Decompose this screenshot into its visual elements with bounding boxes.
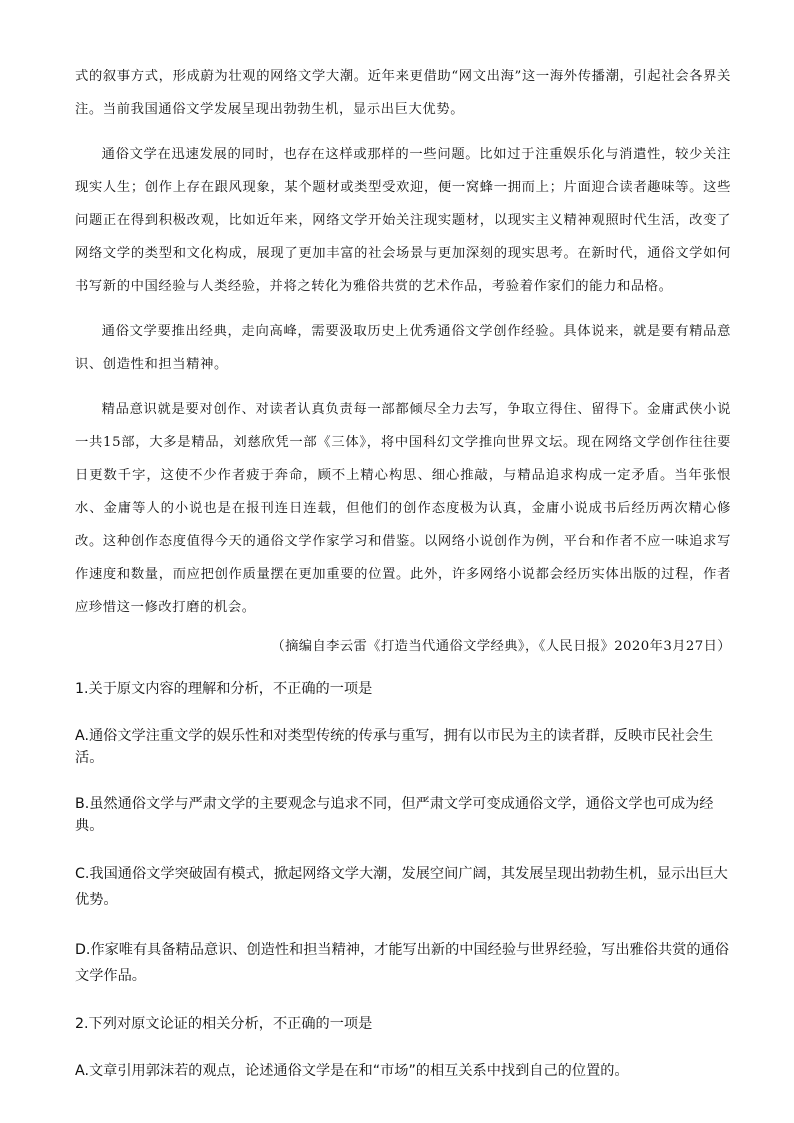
- passage: [75, 60, 731, 624]
- passage-paragraph-3: 通俗文学要推出经典，走向高峰，需要汲取历史上优秀通俗文学创作经验。具体说来，就是要有精品意识、创造性和担当精神。: [75, 324, 731, 372]
- question-1-stem: 1.关于原文内容的理解和分析，不正确的一项是: [75, 681, 373, 697]
- question-2-option-a: A.文章引用郭沫若的观点，论述通俗文学是在和“市场”的相互关系中找到自己的位置的。: [75, 1063, 629, 1079]
- passage-paragraph-2: 通俗文学在迅速发展的同时，也存在这样或那样的一些问题。比如过于注重娱乐化与消遣性，较少关注现实人生；创作上存在跟风现象，某个题材或类型受欢迎，便一窝蜂一拥而上；片面迎合读者趣味等。这些问题正在得到积极改观，比如近年来，网络文学开始关注现实题材，以现实主义精神观照时代生活，改变了网络文学的类型和文化构成，展现了更加丰富的社会场景与更加深刻的现实思考。在新时代，通俗文学如何书写新的中国经验与人类经验，并将之转化为雅俗共赏的艺术作品，考验着作家们的能力和品格。: [75, 147, 731, 294]
- passage-paragraph-1: 式的叙事方式，形成蔚为壮观的网络文学大潮。近年来更借助“网文出海”这一海外传播潮，引起社会各界关注。当前我国通俗文学发展呈现出勃勃生机，显示出巨大优势。: [75, 69, 731, 117]
- question-1-option-b: B.虽然通俗文学与严肃文学的主要观念与追求不同，但严肃文学可变成通俗文学，通俗文学也可成为经典。: [75, 796, 714, 834]
- question-1-option-c: C.我国通俗文学突破固有模式，掀起网络文学大潮，发展空间广阔，其发展呈现出勃勃生机，显示出巨大优势。: [75, 866, 728, 908]
- question-1-option-d: D.作家唯有具备精品意识、创造性和担当精神，才能写出新的中国经验与世界经验，写出雅俗共赏的通俗文学作品。: [75, 942, 729, 984]
- passage-source: （摘编自李云雷《打造当代通俗文学经典》，《人民日报》2020年3月27日）: [271, 639, 731, 654]
- question-1-option-a: A.通俗文学注重文学的娱乐性和对类型传统的传承与重写，拥有以市民为主的读者群，反映市民社会生活。: [75, 728, 714, 766]
- passage-paragraph-4: 精品意识就是要对创作、对读者认真负责每一部都倾尽全力去写，争取立得住、留得下。金庸武侠小说一共15部，大多是精品，刘慈欣凭一部《三体》，将中国科幻文学推向世界文坛。现在网络文学创作往往要日更数千字，这使不少作者疲于奔命，顾不上精心构思、细心推敲，与精品追求构成一定矛盾。当年张恨水、金庸等人的小说也是在报刊连日连载，但他们的创作态度极为认真，金庸小说成书后经历两次精心修改。这种创作态度值得今天的通俗文学作家学习和借鉴。以网络小说创作为例，平台和作者不应一味追求写作速度和数量，而应把创作质量摆在更加重要的位置。此外，许多网络小说都会经历实体出版的过程，作者应珍惜这一修改打磨的机会。: [75, 402, 731, 615]
- question-2-stem: 2.下列对原文论证的相关分析，不正确的一项是: [75, 1016, 373, 1032]
- document-page: [75, 60, 731, 1106]
